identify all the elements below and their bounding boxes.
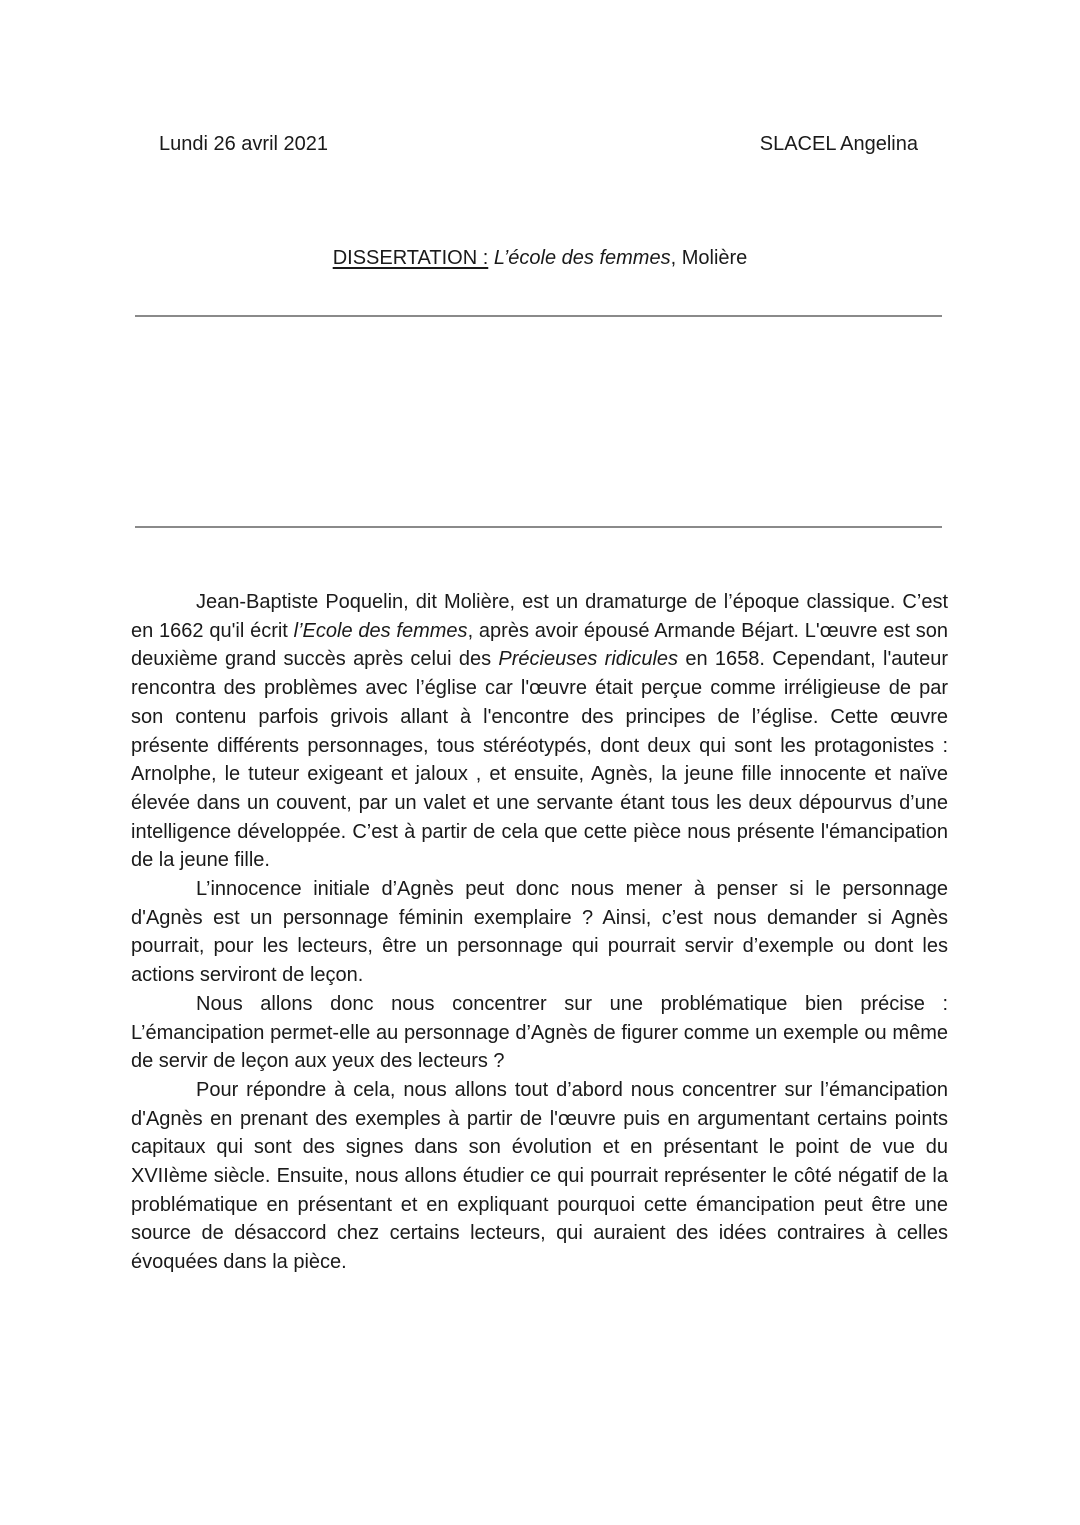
bottom-divider bbox=[135, 526, 942, 528]
paragraph-introduction bbox=[131, 588, 948, 875]
title-work: L’école des femmes bbox=[493, 247, 671, 269]
top-divider bbox=[135, 315, 942, 317]
work-title-ecole: l’Ecole des femmes bbox=[293, 619, 468, 642]
paragraph-text: , après avoir épousé Armande Béjart. L'œuvre est son deuxième grand succès après celui des bbox=[131, 619, 948, 671]
work-title-precieuses: Précieuses ridicules bbox=[498, 648, 679, 671]
title-separator: , bbox=[670, 247, 677, 269]
paragraph-text: en 1658. Cependant, l'auteur rencontra des problèmes avec l’église car l'œuvre était perçue comme irréligieuse de par son contenu parfois grivois allant à l'encontre des principes de l’église. Cette œuvre présente différents personnages, tous stéréotypés, dont deux qui sont les protagonistes : Arnolphe, le tuteur exigeant et jaloux , et ensuite, Agnès, la jeune fille innocente et naïve élevée dans un couvent, par un valet et une servante étant tous les deux dépourvus d’une intelligence développée. C’est à partir de cela que cette pièce nous présente l'émancipation de la jeune fille. bbox=[131, 648, 948, 872]
document-author: SLACEL Angelina bbox=[759, 133, 918, 155]
paragraph-question: L’innocence initiale d’Agnès peut donc nous mener à penser si le personnage d'Agnès est un personnage féminin exemplaire ? Ainsi, c’est nous demander si Agnès pourrait, pour les lecteurs, être un personnage qui pourrait servir d’exemple ou dont les actions serviront de leçon. bbox=[131, 878, 948, 987]
title-label: DISSERTATION : bbox=[332, 247, 489, 269]
paragraph-text: Jean-Baptiste Poquelin, dit Molière, est un dramaturge de l’époque classique. C’est en 1662 qu'il écrit bbox=[131, 591, 948, 642]
title-author: Molière bbox=[681, 247, 748, 269]
document-title bbox=[0, 245, 1080, 271]
essay-body bbox=[131, 588, 948, 1277]
document-date: Lundi 26 avril 2021 bbox=[159, 133, 329, 155]
paragraph-plan: Pour répondre à cela, nous allons tout d’abord nous concentrer sur l’émancipation d'Agnès en prenant des exemples à partir de l'œuvre puis en argumentant certains points capitaux qui sont des signes dans son évolution et en présentant le point de vue du XVIIème siècle. Ensuite, nous allons étudier ce qui pourrait représenter le côté négatif de la problématique en présentant et en expliquant pourquoi cette émancipation peut être une source de désaccord chez certains lecteurs, qui auraient des idées contraires à celles évoquées dans la pièce. bbox=[131, 1078, 948, 1274]
paragraph-problematique: Nous allons donc nous concentrer sur une problématique bien précise : L’émancipation permet-elle au personnage d’Agnès de figurer comme un exemple ou même de servir de leçon aux yeux des lecteurs ? bbox=[131, 992, 948, 1073]
